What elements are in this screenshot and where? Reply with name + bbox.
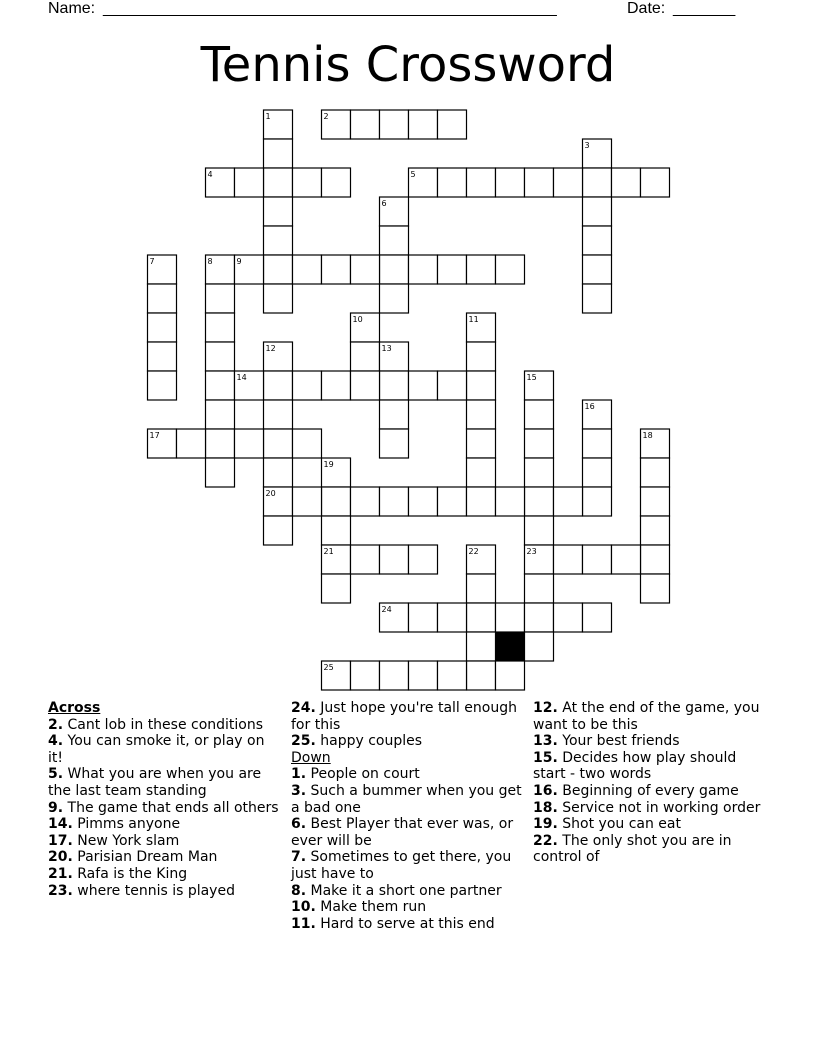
cell-number: 7 <box>149 257 155 266</box>
clue-number: 14. <box>48 816 73 833</box>
grid-cell[interactable] <box>467 168 496 197</box>
grid-cell[interactable] <box>235 371 264 400</box>
cell-number: 10 <box>352 315 363 324</box>
grid-cell[interactable] <box>322 168 351 197</box>
cell-number: 11 <box>468 315 479 324</box>
grid-cell[interactable] <box>583 429 612 458</box>
grid-cell[interactable] <box>438 487 467 516</box>
grid-cell[interactable] <box>264 226 293 255</box>
grid-cell[interactable] <box>525 400 554 429</box>
grid-cell[interactable] <box>380 545 409 574</box>
grid-cell[interactable] <box>351 661 380 690</box>
grid-cell[interactable] <box>467 429 496 458</box>
grid-cell[interactable] <box>467 371 496 400</box>
clue-down-12 <box>533 700 765 733</box>
grid-cell[interactable] <box>322 487 351 516</box>
grid-cell[interactable] <box>583 139 612 168</box>
grid-cell[interactable] <box>293 371 322 400</box>
across-heading: Across <box>48 700 101 716</box>
grid-cell[interactable] <box>496 603 525 632</box>
grid-cell[interactable] <box>264 139 293 168</box>
cell-number: 19 <box>323 460 334 469</box>
date-label: Date: <box>627 0 666 17</box>
grid-cell[interactable] <box>148 429 177 458</box>
clue-text: Such a bummer when you get a bad one <box>291 782 522 816</box>
clue-number: 18. <box>533 799 558 816</box>
grid-cell[interactable] <box>467 342 496 371</box>
grid-cell[interactable] <box>525 168 554 197</box>
clue-text: happy couples <box>320 733 423 750</box>
grid-cell[interactable] <box>264 458 293 487</box>
grid-cell[interactable] <box>148 313 177 342</box>
clue-down-1 <box>291 766 523 783</box>
clue-number: 1. <box>291 766 307 783</box>
grid-cell[interactable] <box>583 458 612 487</box>
grid-cell[interactable] <box>380 342 409 371</box>
grid-cell[interactable] <box>351 342 380 371</box>
grid-cell[interactable] <box>525 603 554 632</box>
clue-number: 12. <box>533 700 558 716</box>
grid-cell[interactable] <box>380 487 409 516</box>
grid-block <box>496 632 525 661</box>
grid-cell[interactable] <box>148 255 177 284</box>
grid-cell[interactable] <box>380 284 409 313</box>
grid-cell[interactable] <box>148 371 177 400</box>
cell-number: 4 <box>207 170 213 179</box>
grid-cell[interactable] <box>641 574 670 603</box>
grid-cell[interactable] <box>467 458 496 487</box>
grid-cell[interactable] <box>583 487 612 516</box>
clue-number: 25. <box>291 733 316 750</box>
clue-number: 22. <box>533 832 558 849</box>
clue-across-17 <box>48 833 280 850</box>
clue-number: 19. <box>533 816 558 833</box>
grid-cell[interactable] <box>438 371 467 400</box>
clue-number: 13. <box>533 733 558 750</box>
clue-number: 7. <box>291 849 307 866</box>
grid-cell[interactable] <box>641 487 670 516</box>
cell-number: 15 <box>526 373 537 382</box>
grid-cell[interactable] <box>525 487 554 516</box>
clue-text: Best Player that ever was, or ever will be <box>291 816 514 849</box>
grid-cell[interactable] <box>235 168 264 197</box>
clue-across-4 <box>48 733 280 766</box>
grid-cell[interactable] <box>235 429 264 458</box>
grid-cell[interactable] <box>380 110 409 139</box>
grid-cell[interactable] <box>380 255 409 284</box>
grid-cell[interactable] <box>467 400 496 429</box>
grid-cell[interactable] <box>351 110 380 139</box>
clue-down-6 <box>291 816 523 849</box>
grid-cell[interactable] <box>380 197 409 226</box>
grid-cell[interactable] <box>206 458 235 487</box>
clue-number: 23. <box>48 882 73 899</box>
grid-cell[interactable] <box>235 255 264 284</box>
clue-across-2 <box>48 717 280 734</box>
grid-cell[interactable] <box>583 603 612 632</box>
grid-cell[interactable] <box>264 371 293 400</box>
grid-cell[interactable] <box>264 429 293 458</box>
grid-cell[interactable] <box>467 313 496 342</box>
grid-cell[interactable] <box>641 516 670 545</box>
grid-cell[interactable] <box>380 371 409 400</box>
grid-cell[interactable] <box>409 545 438 574</box>
grid-cell[interactable] <box>467 255 496 284</box>
grid-cell[interactable] <box>525 458 554 487</box>
clue-number: 24. <box>291 700 316 716</box>
grid-cell[interactable] <box>641 429 670 458</box>
clue-down-13 <box>533 733 765 750</box>
clue-across-25 <box>291 733 523 750</box>
grid-cell[interactable] <box>583 226 612 255</box>
grid-cell[interactable] <box>641 458 670 487</box>
grid-cell[interactable] <box>351 487 380 516</box>
grid-cell[interactable] <box>206 429 235 458</box>
grid-cell[interactable] <box>322 516 351 545</box>
clue-number: 11. <box>291 915 316 932</box>
grid-cell[interactable] <box>148 284 177 313</box>
clue-down-15 <box>533 750 765 783</box>
grid-cell[interactable] <box>293 255 322 284</box>
clue-number: 3. <box>291 782 307 799</box>
clue-text: Your best friends <box>562 733 680 750</box>
clue-text: At the end of the game, you want to be this <box>533 700 760 733</box>
cell-number: 16 <box>584 402 595 411</box>
grid-cell[interactable] <box>641 168 670 197</box>
grid-cell[interactable] <box>322 110 351 139</box>
cell-number: 22 <box>468 547 479 556</box>
grid-cell[interactable] <box>409 603 438 632</box>
clue-text: where tennis is played <box>77 882 235 899</box>
grid-cell[interactable] <box>496 487 525 516</box>
date-blank[interactable]: _______ <box>673 0 736 17</box>
clue-across-9 <box>48 800 280 817</box>
clue-across-20 <box>48 849 280 866</box>
clue-across-21 <box>48 866 280 883</box>
grid-cell[interactable] <box>264 516 293 545</box>
cell-number: 24 <box>381 605 392 614</box>
grid-cell[interactable] <box>641 545 670 574</box>
grid-cell[interactable] <box>467 545 496 574</box>
clue-text: Beginning of every game <box>562 782 739 799</box>
clue-text: Sometimes to get there, you just have to <box>291 849 512 882</box>
clue-number: 10. <box>291 899 316 916</box>
clue-across-24 <box>291 700 523 733</box>
clue-text: Cant lob in these conditions <box>67 716 264 733</box>
grid-cell[interactable] <box>322 545 351 574</box>
clue-down-3 <box>291 783 523 816</box>
cell-number: 2 <box>323 112 329 121</box>
grid-cell[interactable] <box>264 110 293 139</box>
grid-cell[interactable] <box>583 284 612 313</box>
grid-cell[interactable] <box>206 313 235 342</box>
clue-text: The game that ends all others <box>67 799 279 816</box>
cell-number: 21 <box>323 547 334 556</box>
grid-cell[interactable] <box>264 197 293 226</box>
grid-cell[interactable] <box>351 255 380 284</box>
grid-cell[interactable] <box>322 661 351 690</box>
grid-cell[interactable] <box>438 110 467 139</box>
grid-cell[interactable] <box>525 545 554 574</box>
clue-number: 21. <box>48 865 73 882</box>
clue-text: Make them run <box>320 899 427 916</box>
clues-column-3 <box>533 700 765 866</box>
cell-number: 6 <box>381 199 387 208</box>
grid-cell[interactable] <box>612 168 641 197</box>
clue-number: 15. <box>533 749 558 766</box>
clue-text: The only shot you are in control of <box>533 832 732 866</box>
name-blank[interactable]: ___________________________________________________ <box>103 0 557 17</box>
clue-text: Pimms anyone <box>77 816 181 833</box>
grid-cell[interactable] <box>206 284 235 313</box>
grid-cell[interactable] <box>264 255 293 284</box>
clue-across-23 <box>48 883 280 900</box>
clue-text: Shot you can eat <box>562 816 681 833</box>
down-heading: Down <box>291 749 331 766</box>
clue-text: What you are when you are the last team standing <box>48 766 262 799</box>
cell-number: 9 <box>236 257 242 266</box>
grid-cell[interactable] <box>206 371 235 400</box>
grid-cell[interactable] <box>409 487 438 516</box>
grid-cell[interactable] <box>496 255 525 284</box>
cell-number: 14 <box>236 373 247 382</box>
grid-cell[interactable] <box>496 168 525 197</box>
clue-text: Parisian Dream Man <box>77 849 218 866</box>
name-label: Name: <box>48 0 96 17</box>
cell-number: 13 <box>381 344 392 353</box>
grid-cell[interactable] <box>264 487 293 516</box>
clue-across-14 <box>48 816 280 833</box>
clue-down-18 <box>533 800 765 817</box>
grid-cell[interactable] <box>351 545 380 574</box>
grid-cell[interactable] <box>409 110 438 139</box>
grid-cell[interactable] <box>583 400 612 429</box>
grid-cell[interactable] <box>322 255 351 284</box>
grid-cell[interactable] <box>554 545 583 574</box>
grid-cell[interactable] <box>264 400 293 429</box>
clue-text: Make it a short one partner <box>310 882 502 899</box>
grid-cell[interactable] <box>525 429 554 458</box>
grid-cell[interactable] <box>554 168 583 197</box>
cell-number: 17 <box>149 431 160 440</box>
clue-text: People on court <box>310 766 420 783</box>
grid-cell[interactable] <box>264 168 293 197</box>
grid-cell[interactable] <box>409 168 438 197</box>
grid-cell[interactable] <box>583 255 612 284</box>
grid-cell[interactable] <box>438 603 467 632</box>
clues-column-1 <box>48 700 280 899</box>
grid-cell[interactable] <box>583 545 612 574</box>
clue-number: 17. <box>48 832 73 849</box>
grid-cell[interactable] <box>409 371 438 400</box>
grid-cell[interactable] <box>525 574 554 603</box>
grid-cell[interactable] <box>438 661 467 690</box>
grid-cell[interactable] <box>380 429 409 458</box>
grid-cell[interactable] <box>206 168 235 197</box>
grid-cell[interactable] <box>322 371 351 400</box>
grid-cell[interactable] <box>293 429 322 458</box>
clue-down-16 <box>533 783 765 800</box>
grid-cell[interactable] <box>293 168 322 197</box>
grid-cell[interactable] <box>525 516 554 545</box>
grid-cell[interactable] <box>612 545 641 574</box>
grid-cell[interactable] <box>583 197 612 226</box>
clue-number: 8. <box>291 882 307 899</box>
clue-number: 16. <box>533 782 558 799</box>
grid-cell[interactable] <box>351 313 380 342</box>
grid-cell[interactable] <box>293 487 322 516</box>
clue-down-8 <box>291 883 523 900</box>
grid-cell[interactable] <box>467 661 496 690</box>
clue-text: Service not in working order <box>562 799 761 816</box>
clue-down-7 <box>291 849 523 882</box>
grid-cell[interactable] <box>467 603 496 632</box>
cell-number: 23 <box>526 547 537 556</box>
grid-cell[interactable] <box>380 603 409 632</box>
grid-cell[interactable] <box>409 255 438 284</box>
grid-cell[interactable] <box>438 168 467 197</box>
grid-cell[interactable] <box>206 342 235 371</box>
clue-text: Just hope you're tall enough for this <box>291 700 517 733</box>
header-line <box>48 0 748 20</box>
grid-cell[interactable] <box>554 603 583 632</box>
page-title: Tennis Crossword <box>200 37 616 93</box>
clue-number: 6. <box>291 816 307 833</box>
clue-number: 5. <box>48 766 64 783</box>
clue-number: 2. <box>48 716 64 733</box>
cell-number: 3 <box>584 141 590 150</box>
clue-text: Rafa is the King <box>77 865 188 882</box>
clue-across-5 <box>48 766 280 799</box>
grid-cell[interactable] <box>525 632 554 661</box>
cell-number: 1 <box>265 112 271 121</box>
cell-number: 20 <box>265 489 276 498</box>
clue-down-19 <box>533 816 765 833</box>
clue-number: 9. <box>48 799 64 816</box>
clues-column-2 <box>291 700 523 932</box>
grid-cell[interactable] <box>409 661 438 690</box>
grid-cell[interactable] <box>206 400 235 429</box>
grid-cell[interactable] <box>322 458 351 487</box>
grid-cell[interactable] <box>467 487 496 516</box>
cell-number: 25 <box>323 663 334 672</box>
grid-cell[interactable] <box>380 400 409 429</box>
grid-cell[interactable] <box>351 371 380 400</box>
grid-cell[interactable] <box>467 632 496 661</box>
clue-text: New York slam <box>77 832 180 849</box>
grid-cell[interactable] <box>380 226 409 255</box>
grid-cell[interactable] <box>148 342 177 371</box>
grid-cell[interactable] <box>554 487 583 516</box>
clue-down-10 <box>291 899 523 916</box>
grid-cell[interactable] <box>525 371 554 400</box>
grid-cell[interactable] <box>264 284 293 313</box>
grid-cell[interactable] <box>206 255 235 284</box>
grid-cell[interactable] <box>467 574 496 603</box>
cell-number: 8 <box>207 257 213 266</box>
clue-number: 4. <box>48 733 64 750</box>
clue-text: You can smoke it, or play on it! <box>48 733 265 766</box>
clue-down-22 <box>533 833 765 866</box>
cell-number: 12 <box>265 344 276 353</box>
grid-cell[interactable] <box>438 255 467 284</box>
grid-cell[interactable] <box>322 574 351 603</box>
grid-cell[interactable] <box>496 661 525 690</box>
grid-cell[interactable] <box>264 342 293 371</box>
grid-cell[interactable] <box>177 429 206 458</box>
grid-cell[interactable] <box>583 168 612 197</box>
clue-down-11 <box>291 916 523 933</box>
clue-text: Decides how play should start - two words <box>533 749 737 783</box>
cell-number: 18 <box>642 431 653 440</box>
clue-number: 20. <box>48 849 73 866</box>
grid-cell[interactable] <box>380 661 409 690</box>
cell-number: 5 <box>410 170 416 179</box>
clue-text: Hard to serve at this end <box>320 915 495 932</box>
